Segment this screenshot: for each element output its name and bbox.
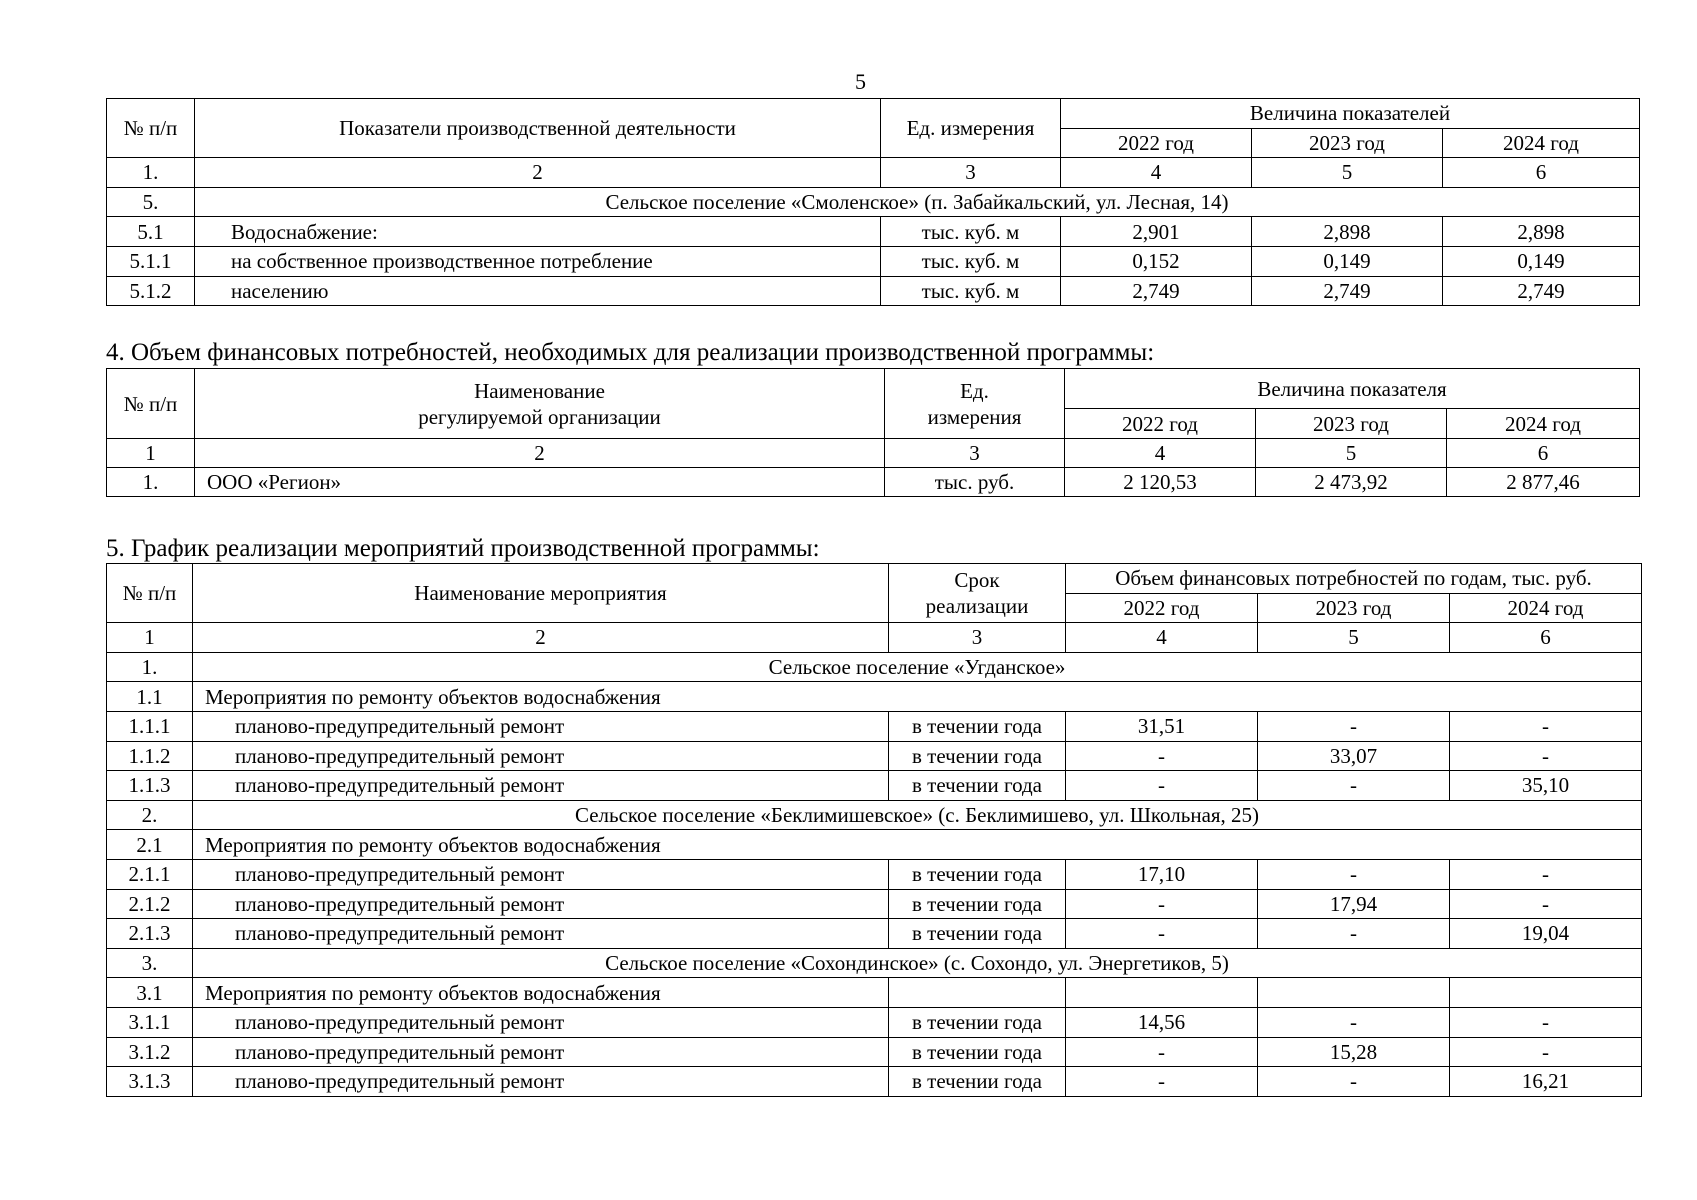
row-num: 3.1.1 — [107, 1007, 193, 1037]
section-row — [107, 800, 1642, 830]
table-row — [107, 217, 1640, 247]
row-num: 3.1 — [107, 978, 193, 1008]
section-row — [107, 948, 1642, 978]
row-value-2023: - — [1258, 1007, 1450, 1037]
column-number-row — [107, 623, 1642, 653]
header-indicator: Показатели производственной деятельности — [195, 99, 881, 158]
table-row — [107, 246, 1640, 276]
col-number: 4 — [1065, 439, 1256, 468]
production-indicators-table — [106, 98, 1640, 306]
table-header-row — [107, 99, 1640, 129]
section-title: Сельское поселение «Угданское» — [193, 652, 1642, 682]
row-value-2023: 0,149 — [1252, 246, 1443, 276]
header-year-2023: 2023 год — [1256, 409, 1447, 439]
row-term: в течении года — [889, 1037, 1066, 1067]
subsection-row — [107, 682, 1642, 712]
row-num: 2.1.1 — [107, 859, 193, 889]
row-name: ООО «Регион» — [195, 468, 885, 497]
row-value-2023: 2,898 — [1252, 217, 1443, 247]
row-value-2023: 33,07 — [1258, 741, 1450, 771]
subsection-row — [107, 978, 1642, 1008]
row-value-2024: - — [1450, 1037, 1642, 1067]
table-header-row — [107, 369, 1640, 409]
header-year-2024: 2024 год — [1450, 593, 1642, 623]
row-term: в течении года — [889, 741, 1066, 771]
row-num: 1.1 — [107, 682, 193, 712]
col-number: 1 — [107, 439, 195, 468]
row-value-2022: - — [1066, 741, 1258, 771]
table-row — [107, 468, 1640, 497]
row-value-2022: - — [1066, 919, 1258, 949]
row-value-2022: 14,56 — [1066, 1007, 1258, 1037]
column-number-row — [107, 439, 1640, 468]
row-value-2024: - — [1450, 859, 1642, 889]
header-year-2023: 2023 год — [1252, 128, 1443, 158]
row-term: в течении года — [889, 889, 1066, 919]
row-num: 2.1.2 — [107, 889, 193, 919]
col-number: 6 — [1450, 623, 1642, 653]
row-value-2024: - — [1450, 889, 1642, 919]
row-value-2023: 15,28 — [1258, 1037, 1450, 1067]
table-row — [107, 859, 1642, 889]
row-num: 1. — [107, 652, 193, 682]
table-header-row — [107, 564, 1642, 594]
row-name: планово-предупредительный ремонт — [193, 711, 889, 741]
subsection-title: Мероприятия по ремонту объектов водоснабжения — [193, 830, 1642, 860]
row-value-2024: 16,21 — [1450, 1067, 1642, 1097]
table-row — [107, 919, 1642, 949]
row-value-2022: 2,749 — [1061, 276, 1252, 306]
row-num: 5.1.1 — [107, 246, 195, 276]
header-unit — [885, 369, 1065, 439]
header-unit-line2: измерения — [927, 404, 1022, 429]
col-number: 5 — [1252, 158, 1443, 188]
row-num: 1.1.1 — [107, 711, 193, 741]
header-term — [889, 564, 1066, 623]
row-term: в течении года — [889, 771, 1066, 801]
header-year-2022: 2022 год — [1061, 128, 1252, 158]
row-value-2022: 0,152 — [1061, 246, 1252, 276]
header-unit: Ед. измерения — [881, 99, 1061, 158]
row-name: планово-предупредительный ремонт — [193, 859, 889, 889]
row-num: 5. — [107, 187, 195, 217]
col-number: 1. — [107, 158, 195, 188]
empty-cell — [889, 978, 1066, 1008]
row-name: планово-предупредительный ремонт — [193, 1007, 889, 1037]
row-value-2022: - — [1066, 1067, 1258, 1097]
row-value-2022: - — [1066, 889, 1258, 919]
header-org-name-line2: регулируемой организации — [418, 404, 661, 429]
row-value-2024: 19,04 — [1450, 919, 1642, 949]
section-title: Сельское поселение «Сохондинское» (с. Сохондо, ул. Энергетиков, 5) — [193, 948, 1642, 978]
table-row — [107, 1067, 1642, 1097]
financial-needs-table — [106, 368, 1640, 497]
header-year-2022: 2022 год — [1066, 593, 1258, 623]
empty-cell — [1450, 978, 1642, 1008]
page-number: 5 — [855, 69, 866, 94]
header-org-name-line1: Наименование — [474, 378, 605, 403]
row-unit: тыс. куб. м — [881, 276, 1061, 306]
row-value-2024: - — [1450, 741, 1642, 771]
row-term: в течении года — [889, 1007, 1066, 1037]
row-value-2023: 17,94 — [1258, 889, 1450, 919]
section-4-title: 4. Объем финансовых потребностей, необходимых для реализации производственной программы: — [106, 339, 1155, 366]
row-unit: тыс. руб. — [885, 468, 1065, 497]
header-term-line2: реализации — [925, 594, 1029, 619]
col-number: 1 — [107, 623, 193, 653]
header-value-group: Объем финансовых потребностей по годам, тыс. руб. — [1066, 564, 1642, 594]
row-value-2024: - — [1450, 711, 1642, 741]
row-name: планово-предупредительный ремонт — [193, 1037, 889, 1067]
row-value-2022: 31,51 — [1066, 711, 1258, 741]
row-term: в течении года — [889, 1067, 1066, 1097]
row-value-2022: - — [1066, 771, 1258, 801]
header-num: № п/п — [107, 369, 195, 439]
row-value-2023: - — [1258, 711, 1450, 741]
empty-cell — [1066, 978, 1258, 1008]
table-row — [107, 889, 1642, 919]
header-measure-name: Наименование мероприятия — [193, 564, 889, 623]
section-title: Сельское поселение «Смоленское» (п. Забайкальский, ул. Лесная, 14) — [195, 187, 1640, 217]
header-value-group: Величина показателя — [1065, 369, 1640, 409]
row-num: 2.1 — [107, 830, 193, 860]
row-value-2023: - — [1258, 1067, 1450, 1097]
row-value-2024: 2,749 — [1443, 276, 1640, 306]
table-row — [107, 771, 1642, 801]
row-value-2023: - — [1258, 859, 1450, 889]
row-value-2023: 2 473,92 — [1256, 468, 1447, 497]
empty-cell — [1258, 978, 1450, 1008]
row-unit: тыс. куб. м — [881, 217, 1061, 247]
subsection-title: Мероприятия по ремонту объектов водоснабжения — [193, 978, 889, 1008]
col-number: 2 — [193, 623, 889, 653]
col-number: 6 — [1447, 439, 1640, 468]
table-row — [107, 1007, 1642, 1037]
section-5-title: 5. График реализации мероприятий производственной программы: — [106, 535, 820, 562]
row-value-2022: - — [1066, 1037, 1258, 1067]
row-name: населению — [195, 276, 881, 306]
row-num: 3. — [107, 948, 193, 978]
row-name: планово-предупредительный ремонт — [193, 889, 889, 919]
header-num: № п/п — [107, 564, 193, 623]
header-term-line1: Срок — [954, 568, 1000, 593]
row-term: в течении года — [889, 859, 1066, 889]
subsection-row — [107, 830, 1642, 860]
row-value-2024: 2,898 — [1443, 217, 1640, 247]
header-unit-line1: Ед. — [960, 378, 989, 403]
row-value-2024: 35,10 — [1450, 771, 1642, 801]
row-name: планово-предупредительный ремонт — [193, 919, 889, 949]
row-value-2022: 2 120,53 — [1065, 468, 1256, 497]
row-num: 1. — [107, 468, 195, 497]
schedule-table — [106, 563, 1642, 1097]
row-num: 2.1.3 — [107, 919, 193, 949]
row-name: планово-предупредительный ремонт — [193, 1067, 889, 1097]
row-num: 2. — [107, 800, 193, 830]
row-name: Водоснабжение: — [195, 217, 881, 247]
col-number: 3 — [881, 158, 1061, 188]
header-num: № п/п — [107, 99, 195, 158]
row-term: в течении года — [889, 919, 1066, 949]
header-value-group: Величина показателей — [1061, 99, 1640, 129]
row-num: 1.1.3 — [107, 771, 193, 801]
table-row — [107, 1037, 1642, 1067]
col-number: 2 — [195, 439, 885, 468]
subsection-title: Мероприятия по ремонту объектов водоснабжения — [193, 682, 1642, 712]
row-num: 3.1.2 — [107, 1037, 193, 1067]
row-num: 5.1.2 — [107, 276, 195, 306]
header-year-2023: 2023 год — [1258, 593, 1450, 623]
col-number: 4 — [1066, 623, 1258, 653]
row-value-2022: 17,10 — [1066, 859, 1258, 889]
row-name: планово-предупредительный ремонт — [193, 771, 889, 801]
header-year-2024: 2024 год — [1447, 409, 1640, 439]
table-row — [107, 741, 1642, 771]
row-value-2024: 0,149 — [1443, 246, 1640, 276]
col-number: 3 — [889, 623, 1066, 653]
col-number: 5 — [1256, 439, 1447, 468]
row-value-2023: - — [1258, 771, 1450, 801]
col-number: 6 — [1443, 158, 1640, 188]
col-number: 2 — [195, 158, 881, 188]
row-num: 5.1 — [107, 217, 195, 247]
header-year-2024: 2024 год — [1443, 128, 1640, 158]
row-value-2022: 2,901 — [1061, 217, 1252, 247]
row-name: планово-предупредительный ремонт — [193, 741, 889, 771]
header-org-name — [195, 369, 885, 439]
row-term: в течении года — [889, 711, 1066, 741]
header-year-2022: 2022 год — [1065, 409, 1256, 439]
row-value-2023: 2,749 — [1252, 276, 1443, 306]
col-number: 4 — [1061, 158, 1252, 188]
section-row — [107, 187, 1640, 217]
row-value-2024: 2 877,46 — [1447, 468, 1640, 497]
col-number: 5 — [1258, 623, 1450, 653]
row-value-2023: - — [1258, 919, 1450, 949]
table-row — [107, 276, 1640, 306]
col-number: 3 — [885, 439, 1065, 468]
row-value-2024: - — [1450, 1007, 1642, 1037]
row-num: 3.1.3 — [107, 1067, 193, 1097]
section-row — [107, 652, 1642, 682]
column-number-row — [107, 158, 1640, 188]
row-name: на собственное производственное потребление — [195, 246, 881, 276]
row-num: 1.1.2 — [107, 741, 193, 771]
table-row — [107, 711, 1642, 741]
section-title: Сельское поселение «Беклимишевское» (с. Беклимишево, ул. Школьная, 25) — [193, 800, 1642, 830]
row-unit: тыс. куб. м — [881, 246, 1061, 276]
